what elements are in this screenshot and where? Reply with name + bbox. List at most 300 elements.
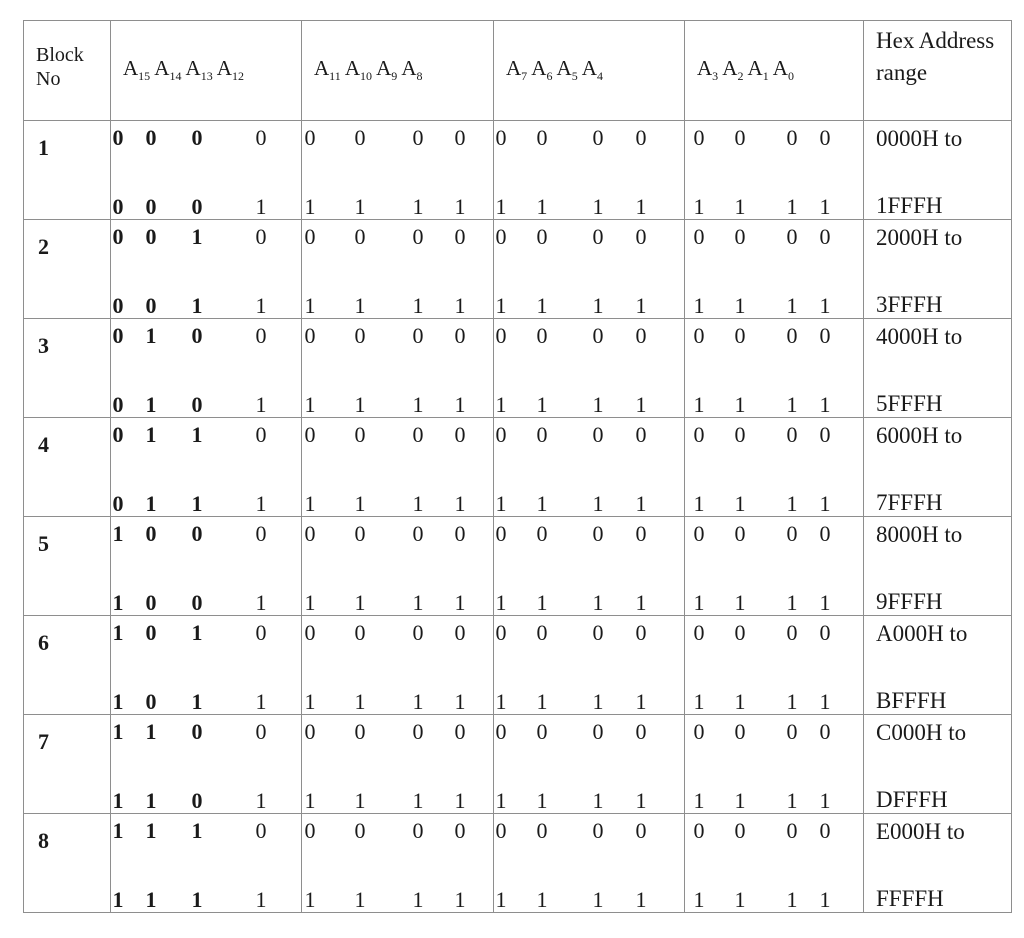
bit-value: 0 [145,293,157,318]
bit-value: 0 [786,521,798,546]
bit-value: 1 [786,689,798,714]
bit-value: 1 [819,689,831,714]
bit-value: 1 [304,293,316,318]
bit-value: 0 [145,590,157,615]
address-bit-label: $A_0$ [772,56,794,84]
bit-value: 1 [819,590,831,615]
bit-value: 0 [454,620,466,645]
bit-value: 1 [734,788,746,813]
bit-value: 0 [693,521,705,546]
hex-range-end: 5FFFH [876,391,943,416]
bit-value: 0 [112,323,124,348]
address-bit-label: $A_8$ [401,56,423,84]
bit-group-g3 [494,418,685,517]
bit-value: 1 [191,491,203,516]
bit-value: 1 [454,887,466,912]
bit-value: 1 [693,392,705,417]
bit-value: 1 [145,887,157,912]
bit-value: 1 [354,590,366,615]
bit-value: 1 [354,392,366,417]
table-row [24,616,1012,715]
bit-value: 1 [412,293,424,318]
bit-value: 0 [635,125,647,150]
bit-value: 0 [112,224,124,249]
bit-group-g4 [685,616,864,715]
table-body [24,121,1012,913]
bit-value: 1 [191,689,203,714]
bit-value: 0 [635,818,647,843]
bit-group-g4 [685,517,864,616]
bit-value: 1 [635,788,647,813]
header-bits-a11-a8 [302,21,494,121]
bit-value: 0 [495,323,507,348]
bit-value: 1 [112,788,124,813]
hex-range-end: FFFFH [876,886,944,911]
bit-value: 0 [495,224,507,249]
bit-value: 0 [255,323,267,348]
bit-value: 1 [536,392,548,417]
hex-range-cell [864,220,1012,319]
bit-value: 1 [635,194,647,219]
bit-value: 1 [354,689,366,714]
bit-value: 1 [734,194,746,219]
bit-value: 1 [536,590,548,615]
bit-value: 0 [786,125,798,150]
bit-value: 0 [304,323,316,348]
bit-value: 1 [454,392,466,417]
bit-value: 1 [495,689,507,714]
bit-value: 1 [819,491,831,516]
bit-value: 1 [304,689,316,714]
bit-value: 0 [304,224,316,249]
bit-value: 1 [304,788,316,813]
bit-value: 1 [354,887,366,912]
bit-value: 0 [145,224,157,249]
bit-value: 1 [354,293,366,318]
bit-value: 0 [304,125,316,150]
bit-value: 1 [536,788,548,813]
hex-range-cell [864,517,1012,616]
bit-value: 0 [819,620,831,645]
bit-value: 1 [454,293,466,318]
bit-value: 0 [592,719,604,744]
bit-group-g1 [111,715,302,814]
bit-value: 1 [495,392,507,417]
bit-value: 0 [495,620,507,645]
bit-value: 1 [454,689,466,714]
bit-value: 1 [693,887,705,912]
bit-group-g4 [685,418,864,517]
bit-value: 1 [693,293,705,318]
address-bit-label: $A_9$ [376,56,398,84]
bit-value: 0 [354,521,366,546]
bit-value: 0 [635,224,647,249]
bit-value: 0 [635,521,647,546]
bit-value: 1 [112,620,124,645]
bit-value: 1 [145,392,157,417]
bit-value: 0 [592,125,604,150]
hex-range-start: 4000H to [876,324,963,349]
bit-group-g2 [302,616,494,715]
hex-range-cell [864,121,1012,220]
table-row [24,517,1012,616]
bit-value: 0 [819,125,831,150]
address-bit-label: $A_{13}$ [185,56,213,84]
bit-value: 0 [454,521,466,546]
bit-value: 0 [354,719,366,744]
bit-value: 1 [635,491,647,516]
bit-value: 0 [693,422,705,447]
address-bit-label: $A_{11}$ [314,56,341,84]
hex-range-end: 3FFFH [876,292,943,317]
bit-value: 0 [304,521,316,546]
bit-value: 0 [693,818,705,843]
bit-value: 1 [734,491,746,516]
bit-value: 0 [536,323,548,348]
bit-value: 1 [536,491,548,516]
block-number: 7 [24,715,111,814]
bit-value: 0 [693,224,705,249]
bit-value: 1 [786,392,798,417]
bit-group-g4 [685,715,864,814]
bit-value: 1 [592,887,604,912]
bit-value: 0 [412,818,424,843]
bit-value: 0 [145,125,157,150]
bit-group-g1 [111,220,302,319]
bit-value: 0 [191,590,203,615]
bit-group-g3 [494,814,685,913]
bit-value: 1 [412,590,424,615]
bit-value: 0 [536,224,548,249]
bit-value: 0 [145,689,157,714]
bit-value: 1 [819,293,831,318]
bit-value: 1 [454,788,466,813]
bit-value: 0 [112,422,124,447]
bit-value: 1 [145,323,157,348]
bit-value: 1 [734,392,746,417]
bit-value: 1 [112,689,124,714]
bit-group-g3 [494,616,685,715]
bit-group-g2 [302,814,494,913]
hex-range-start: 6000H to [876,423,963,448]
hex-range-start: 2000H to [876,225,963,250]
bit-value: 1 [536,689,548,714]
bit-value: 0 [412,521,424,546]
bit-group-g3 [494,715,685,814]
bit-value: 1 [635,887,647,912]
bit-value: 0 [112,491,124,516]
bit-value: 0 [412,620,424,645]
bit-group-g3 [494,121,685,220]
bit-value: 0 [354,818,366,843]
bit-value: 0 [255,125,267,150]
bit-value: 0 [592,620,604,645]
bit-value: 0 [255,620,267,645]
bit-value: 0 [495,818,507,843]
bit-value: 1 [191,224,203,249]
bit-value: 1 [454,194,466,219]
bit-value: 0 [454,224,466,249]
bit-value: 1 [819,194,831,219]
bit-group-g4 [685,121,864,220]
bit-group-g2 [302,220,494,319]
bit-value: 1 [412,392,424,417]
bit-value: 1 [191,620,203,645]
bit-value: 1 [495,194,507,219]
bit-value: 1 [693,491,705,516]
bit-value: 0 [112,392,124,417]
bit-value: 1 [592,293,604,318]
bit-value: 1 [354,788,366,813]
bit-value: 1 [592,491,604,516]
bit-value: 0 [145,620,157,645]
bit-value: 1 [412,194,424,219]
bit-value: 1 [786,491,798,516]
bit-value: 0 [304,719,316,744]
block-number: 4 [24,418,111,517]
hex-range-start: C000H to [876,720,967,745]
bit-value: 0 [255,818,267,843]
bit-value: 0 [191,194,203,219]
bit-group-g2 [302,715,494,814]
bit-value: 0 [635,323,647,348]
bit-value: 0 [536,521,548,546]
bit-group-g2 [302,319,494,418]
bit-value: 1 [495,293,507,318]
bit-group-g4 [685,814,864,913]
bit-value: 1 [304,392,316,417]
bit-value: 1 [536,293,548,318]
bit-value: 0 [819,422,831,447]
bit-value: 0 [454,422,466,447]
bit-value: 0 [734,719,746,744]
bit-value: 1 [412,788,424,813]
bit-value: 0 [412,323,424,348]
bit-value: 0 [191,788,203,813]
bit-value: 1 [635,392,647,417]
bit-value: 0 [354,224,366,249]
bit-value: 0 [819,719,831,744]
bit-value: 0 [786,620,798,645]
bit-value: 0 [191,392,203,417]
address-bit-label: $A_1$ [747,56,769,84]
bit-value: 0 [592,818,604,843]
bit-value: 1 [412,887,424,912]
bit-value: 1 [592,392,604,417]
bit-value: 0 [354,422,366,447]
bit-value: 0 [592,521,604,546]
bit-group-g2 [302,121,494,220]
hex-range-start: A000H to [876,621,968,646]
bit-value: 0 [145,521,157,546]
bit-value: 1 [145,719,157,744]
hex-range-cell [864,814,1012,913]
bit-value: 0 [304,620,316,645]
hex-range-start: E000H to [876,819,965,844]
block-number: 2 [24,220,111,319]
bit-value: 1 [635,689,647,714]
bit-value: 1 [255,788,267,813]
address-bit-label: $A_3$ [697,56,719,84]
bit-value: 1 [693,788,705,813]
hex-range-end: BFFFH [876,688,947,713]
bit-value: 0 [592,422,604,447]
bit-value: 0 [454,818,466,843]
bit-value: 1 [191,887,203,912]
bit-value: 1 [112,590,124,615]
bit-value: 1 [495,887,507,912]
bit-value: 0 [536,422,548,447]
bit-value: 0 [786,719,798,744]
bit-value: 0 [734,125,746,150]
bit-value: 1 [786,194,798,219]
bit-value: 1 [693,689,705,714]
block-number: 5 [24,517,111,616]
header-bits-a3-a0 [685,21,864,121]
bit-group-g1 [111,814,302,913]
header-bits-a15-a12 [111,21,302,121]
header-block-no: Block No [24,21,111,121]
table-row [24,715,1012,814]
bit-value: 1 [734,689,746,714]
bit-value: 0 [354,620,366,645]
hex-range-end: 9FFFH [876,589,943,614]
block-number: 8 [24,814,111,913]
bit-value: 0 [304,818,316,843]
bit-value: 0 [412,224,424,249]
address-bit-label: $A_{14}$ [154,56,182,84]
bit-value: 0 [255,521,267,546]
bit-value: 1 [454,491,466,516]
bit-value: 0 [734,620,746,645]
bit-group-g2 [302,517,494,616]
bit-value: 1 [112,887,124,912]
bit-value: 1 [191,422,203,447]
address-bit-label: $A_{15}$ [123,56,151,84]
bit-value: 0 [734,323,746,348]
bit-value: 1 [255,491,267,516]
address-decoding-table [23,20,1012,913]
bit-value: 0 [191,323,203,348]
table-row [24,418,1012,517]
address-bit-label: $A_7$ [506,56,528,84]
bit-group-g3 [494,220,685,319]
bit-value: 1 [304,887,316,912]
header-hex-range: Hex Address range [864,21,1012,121]
bit-value: 0 [412,125,424,150]
bit-group-g4 [685,220,864,319]
bit-value: 0 [495,422,507,447]
address-bit-label: $A_2$ [722,56,744,84]
bit-value: 1 [693,194,705,219]
bit-value: 1 [734,887,746,912]
hex-range-start: 8000H to [876,522,963,547]
bit-value: 0 [191,521,203,546]
bit-value: 1 [786,590,798,615]
bit-value: 0 [495,125,507,150]
address-bit-label: $A_6$ [531,56,553,84]
bit-value: 1 [786,293,798,318]
bit-value: 1 [304,590,316,615]
bit-value: 0 [592,224,604,249]
bit-value: 0 [495,719,507,744]
address-bit-label: $A_{10}$ [344,56,372,84]
bit-value: 0 [693,323,705,348]
bit-value: 1 [635,293,647,318]
bit-value: 1 [145,818,157,843]
bit-value: 0 [786,422,798,447]
bit-value: 0 [819,521,831,546]
bit-value: 1 [495,491,507,516]
hex-range-cell [864,418,1012,517]
bit-value: 1 [592,590,604,615]
bit-value: 1 [112,818,124,843]
bit-value: 0 [454,719,466,744]
hex-range-cell [864,715,1012,814]
bit-value: 1 [412,689,424,714]
bit-value: 0 [412,719,424,744]
bit-value: 0 [536,719,548,744]
bit-value: 0 [454,323,466,348]
bit-value: 1 [112,719,124,744]
bit-value: 1 [819,788,831,813]
bit-value: 1 [255,887,267,912]
bit-value: 1 [304,194,316,219]
bit-group-g1 [111,418,302,517]
bit-value: 0 [536,125,548,150]
bit-value: 1 [255,392,267,417]
bit-value: 1 [592,788,604,813]
block-number: 1 [24,121,111,220]
bit-group-g1 [111,616,302,715]
bit-value: 1 [255,293,267,318]
bit-value: 0 [635,422,647,447]
bit-value: 0 [734,224,746,249]
bit-value: 0 [454,125,466,150]
bit-value: 0 [495,521,507,546]
bit-group-g1 [111,121,302,220]
bit-value: 1 [786,788,798,813]
bit-value: 1 [592,194,604,219]
bit-value: 1 [354,194,366,219]
bit-value: 1 [819,887,831,912]
table-row [24,814,1012,913]
bit-value: 0 [819,818,831,843]
bit-group-g1 [111,517,302,616]
bit-value: 0 [734,818,746,843]
bit-value: 0 [693,719,705,744]
bit-value: 1 [635,590,647,615]
bit-value: 1 [145,788,157,813]
bit-value: 1 [693,590,705,615]
bit-value: 1 [112,521,124,546]
bit-value: 0 [255,719,267,744]
header-row [24,21,1012,121]
hex-range-cell [864,319,1012,418]
bit-value: 0 [693,125,705,150]
bit-value: 1 [454,590,466,615]
bit-value: 1 [536,887,548,912]
bit-value: 0 [412,422,424,447]
bit-value: 0 [693,620,705,645]
hex-range-end: 1FFFH [876,193,943,218]
bit-value: 1 [354,491,366,516]
bit-value: 0 [112,293,124,318]
bit-value: 0 [255,422,267,447]
header-bits-a7-a4 [494,21,685,121]
bit-value: 0 [191,125,203,150]
bit-value: 0 [786,323,798,348]
